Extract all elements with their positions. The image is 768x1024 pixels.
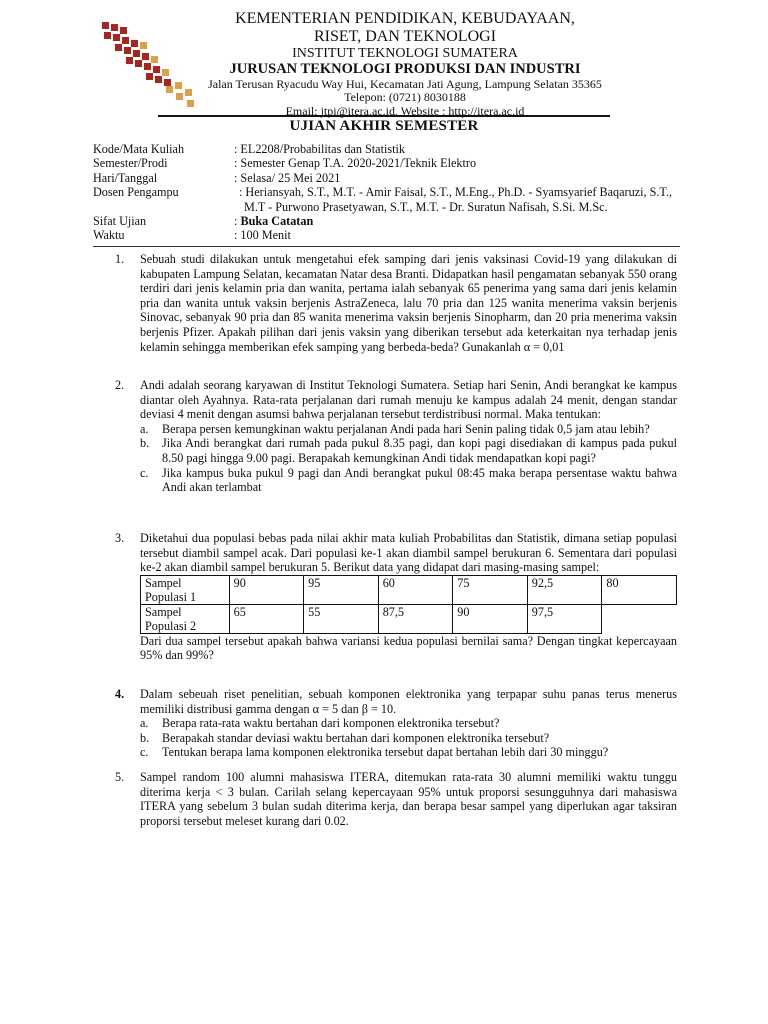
table-cell: 65 bbox=[229, 604, 304, 633]
info-value: : Selasa/ 25 Mei 2021 bbox=[234, 170, 341, 185]
sub-text: Berapakah standar deviasi waktu bertahan dari komponen elektronika tersebut? bbox=[162, 730, 550, 745]
table-cell-empty bbox=[602, 604, 677, 633]
question-text: Sebuah studi dilakukan untuk mengetahui efek samping dari jenis vaksinasi Covid-19 yang dilakukan di kabupaten Lampung Selatan, kecamatan Natar desa Branti. Didapatkan hasil pengamatan sebanyak 550 orang terdiri dari jenis kelamin pria dan wanita, pertama ialah sebanyak 65 penerima yang sama dari jenis kelamin pria dan wanita untuk vaksin berjenis AstraZeneca, lalu 70 pria dan 125 wanita menerima vaksin berjenis Sinovac, sebanyak 90 pria dan 85 wanita menerima vaksin berjenis Sinopharm, dan 20 pria menerima vaksin berjenis Pfizer. Apakah pilihan dari jenis vaksin yang diberikan tersebut ada keterkaitan nya terhadap jenis kelamin sehingga memberikan efek samping yang berbeda-beda? Gunakanlah α = 0,01 bbox=[140, 252, 677, 354]
question-text: Diketahui dua populasi bebas pada nilai akhir mata kuliah Probabilitas dan Statistik, dimana setiap populasi tersebut diambil sampel acak. Dari populasi ke-1 akan diambil sampel berukuran 6. Sementara dari populasi ke-2 akan diambil sampel berukuran 5. Berikut data yang didapat dari masing-masing sampel: bbox=[140, 531, 677, 575]
info-row bbox=[93, 228, 683, 242]
question-text: Andi adalah seorang karyawan di Institut Teknologi Sumatera. Setiap hari Senin, Andi berangkat ke kampus diantar oleh Ayahnya. Rata-rata perjalanan dari rumah menuju ke kampus adalah 24 menit, dengan standar deviasi 4 menit dengan asumsi bahwa perjalanan tersebut terdistribusi normal. Maka tentukan: bbox=[140, 378, 677, 422]
sub-text: Tentukan berapa lama komponen elektronika tersebut dapat bertahan lebih dari 30 minggu? bbox=[162, 745, 609, 760]
question-body bbox=[140, 687, 677, 760]
table-cell: 95 bbox=[304, 575, 379, 604]
info-key: Waktu bbox=[93, 228, 125, 243]
sub-label: b. bbox=[140, 730, 150, 745]
ministry-line1: KEMENTERIAN PENDIDIKAN, KEBUDAYAAN, bbox=[235, 10, 575, 27]
info-value: : Heriansyah, S.T., M.T. - Amir Faisal, S.T., M.Eng., Ph.D. - Syamsyarief Baqaruzi, S.T., M.T - Purwono Prasetyawan, S.T., M.T. - Dr. Suratun Nafisah, S.Si. M.Sc. bbox=[239, 185, 673, 214]
sample-table bbox=[140, 575, 677, 634]
info-value bbox=[230, 214, 683, 228]
question-number: 5. bbox=[115, 770, 125, 784]
info-key: Kode/Mata Kuliah bbox=[93, 142, 185, 156]
info-row bbox=[93, 214, 683, 228]
ministry-line2: RISET, DAN TEKNOLOGI bbox=[313, 27, 497, 45]
institute-name: INSTITUT TEKNOLOGI SUMATERA bbox=[292, 45, 518, 61]
table-cell: 97,5 bbox=[527, 604, 602, 633]
email-label: Email: bbox=[285, 103, 321, 118]
table-cell: 55 bbox=[304, 604, 379, 633]
sub-text: Jika Andi berangkat dari rumah pada pukul 8.35 pagi, dan kopi pagi disediakan di kampus pada pukul 8.50 pagi hingga 9.00 pagi. Berapakah kemungkinan Andi tidak mendapatkan kopi pagi? bbox=[162, 436, 677, 465]
exam-title: UJIAN AKHIR SEMESTER bbox=[289, 118, 479, 134]
sub-question bbox=[140, 436, 677, 465]
table-row bbox=[141, 575, 677, 604]
row-label: Sampel Populasi 2 bbox=[141, 604, 230, 633]
question-number: 4. bbox=[115, 687, 125, 701]
sub-question bbox=[140, 731, 677, 746]
info-colon: : bbox=[234, 214, 241, 229]
info-row bbox=[93, 185, 683, 214]
info-row bbox=[93, 142, 683, 156]
info-row bbox=[93, 156, 683, 170]
table-cell: 90 bbox=[229, 575, 304, 604]
department-name: JURUSAN TEKNOLOGI PRODUKSI DAN INDUSTRI bbox=[229, 61, 581, 78]
sub-label: c. bbox=[140, 465, 149, 480]
sub-label: a. bbox=[140, 421, 149, 436]
table-cell: 92,5 bbox=[527, 575, 602, 604]
sub-text: Berapa persen kemungkinan waktu perjalanan Andi pada hari Senin paling tidak 0,5 jam atau lebih? bbox=[162, 421, 650, 436]
table-cell: 75 bbox=[453, 575, 528, 604]
question-followup: Dari dua sampel tersebut apakah bahwa variansi kedua populasi bernilai sama? Dengan tingkat kepercayaan 95% dan 99%? bbox=[140, 633, 677, 663]
sub-label: c. bbox=[140, 745, 149, 760]
question-number: 1. bbox=[115, 252, 125, 266]
sub-question bbox=[140, 422, 677, 437]
info-key: Dosen Pengampu bbox=[93, 185, 179, 200]
info-key: Semester/Prodi bbox=[93, 156, 168, 171]
sub-label: b. bbox=[140, 436, 150, 451]
question-text: Dalam sebeuah riset penelitian, sebuah komponen elektronika yang terpapar suhu panas terus menerus memiliki distribusi gamma dengan α = 5 dan β = 10. bbox=[140, 687, 677, 716]
sub-text: Berapa rata-rata waktu bertahan dari komponen elektronika tersebut? bbox=[162, 716, 500, 731]
question-number: 3. bbox=[115, 531, 125, 545]
sub-label: a. bbox=[140, 716, 149, 731]
info-row bbox=[93, 171, 683, 185]
website: , Website : http://itera.ac.id bbox=[394, 103, 525, 118]
phone: Telepon: (0721) 8030188 bbox=[344, 90, 466, 105]
email-link[interactable]: jtpi@itera.ac.id bbox=[320, 103, 395, 118]
sub-question bbox=[140, 745, 677, 760]
exam-type: Buka Catatan bbox=[240, 214, 314, 229]
exam-info bbox=[93, 142, 683, 243]
info-key: Hari/Tanggal bbox=[93, 170, 158, 185]
info-divider bbox=[93, 246, 680, 247]
table-cell: 90 bbox=[453, 604, 528, 633]
table-cell: 87,5 bbox=[378, 604, 453, 633]
row-label: Sampel Populasi 1 bbox=[141, 575, 230, 604]
question-number: 2. bbox=[115, 378, 125, 392]
question-body bbox=[140, 531, 677, 663]
letterhead bbox=[185, 10, 625, 118]
header-divider bbox=[158, 115, 610, 117]
sub-question bbox=[140, 716, 677, 731]
table-cell: 80 bbox=[602, 575, 677, 604]
table-row bbox=[141, 604, 677, 633]
question-body bbox=[140, 378, 677, 495]
info-key: Sifat Ujian bbox=[93, 214, 147, 229]
info-value: : 100 Menit bbox=[234, 228, 291, 243]
address: Jalan Terusan Ryacudu Way Hui, Kecamatan Jati Agung, Lampung Selatan 35365 bbox=[208, 76, 602, 91]
sub-question bbox=[140, 466, 677, 495]
info-value: : EL2208/Probabilitas dan Statistik bbox=[234, 142, 405, 156]
info-value: : Semester Genap T.A. 2020-2021/Teknik Elektro bbox=[234, 156, 477, 171]
table-cell: 60 bbox=[378, 575, 453, 604]
question-text: Sampel random 100 alumni mahasiswa ITERA, ditemukan rata-rata 30 alumni memiliki waktu tunggu diterima kerja < 3 bulan. Carilah selang kepercayaan 95% untuk proporsi sesungguhnya dari mahasiswa ITERA yang sebelum 3 bulan sudah diterima kerja, dan berapa besar sampel yang diperlukan agar taksiran proporsi tersebut meleset kurang dari 0.02. bbox=[140, 770, 677, 828]
sub-text: Jika kampus buka pukul 9 pagi dan Andi berangkat pukul 08:45 maka berapa persentase waktu bahwa Andi akan terlambat bbox=[162, 465, 677, 495]
